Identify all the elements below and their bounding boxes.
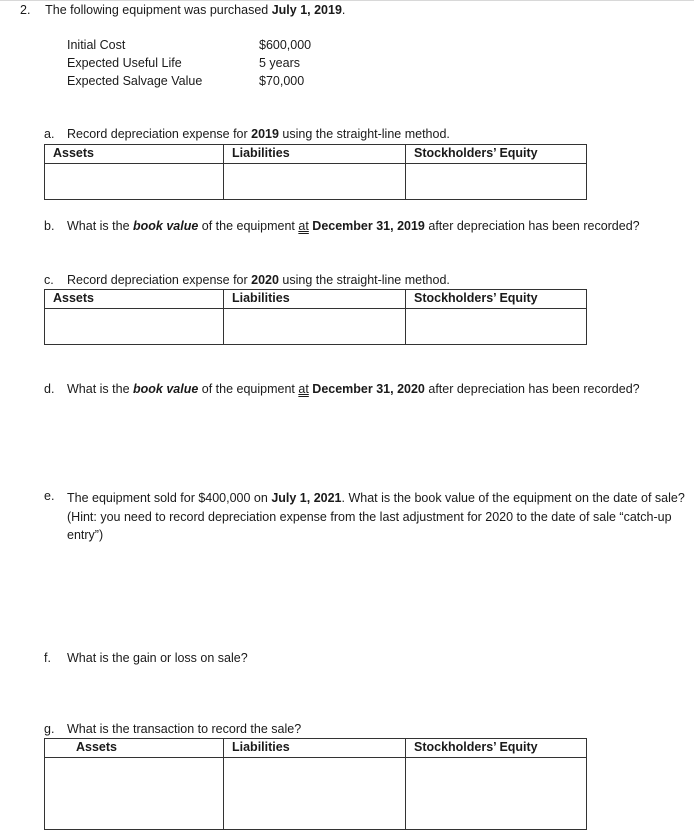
question-header: 2. The following equipment was purchased July 1, 2019. [20,3,346,17]
question-intro: The following equipment was purchased [45,3,272,17]
equity-entry-cell[interactable] [406,309,586,344]
accounting-table-c [44,289,587,345]
part-e-letter: e. [44,489,55,503]
assets-entry-cell[interactable] [45,164,224,199]
header-assets: Assets [45,145,224,163]
table-entry-row [45,164,586,199]
liabilities-entry-cell[interactable] [224,164,406,199]
equity-entry-cell[interactable] [406,758,586,830]
part-b-text: What is the book value of the equipment at December 31, 2019 after depreciation has been recorded? [67,219,640,233]
header-equity: Stockholders’ Equity [414,740,538,754]
part-c-letter: c. [44,273,54,287]
part-d-emphasis: book value [133,382,199,396]
table-entry-row [45,758,586,830]
assets-entry-cell[interactable] [45,309,224,344]
assets-entry-cell[interactable] [45,758,224,830]
header-liabilities: Liabilities [224,145,406,163]
accounting-table-g [44,738,587,830]
table-header-row [45,739,586,758]
fact-value-life: 5 years [259,56,300,70]
liabilities-entry-cell[interactable] [224,758,406,830]
part-b-letter: b. [44,219,55,233]
table-entry-row [45,309,586,344]
fact-label-life: Expected Useful Life [67,56,182,70]
header-assets: Assets [45,739,224,757]
part-f-letter: f. [44,651,51,665]
header-equity: Stockholders’ Equity [414,291,538,305]
liabilities-entry-cell[interactable] [224,309,406,344]
header-liabilities: Liabilities [224,290,406,308]
part-g-text: What is the transaction to record the sale? [67,722,302,736]
part-d-date: December 31, 2020 [312,382,425,396]
part-g-letter: g. [44,722,55,736]
table-header-row [45,145,586,164]
part-b-emphasis: book value [133,219,199,233]
question-number: 2. [20,3,31,17]
fact-value-salvage: $70,000 [259,74,305,88]
header-equity: Stockholders’ Equity [414,146,538,160]
header-liabilities: Liabilities [224,739,406,757]
part-a-letter: a. [44,127,55,141]
header-assets: Assets [45,290,224,308]
equity-entry-cell[interactable] [406,164,586,199]
accounting-table-a [44,144,587,200]
part-f-text: What is the gain or loss on sale? [67,651,248,665]
part-c-year: 2020 [251,273,279,287]
part-d-letter: d. [44,382,55,396]
part-c-text: Record depreciation expense for 2020 using the straight-line method. [67,273,450,287]
table-header-row [45,290,586,309]
part-b-date: December 31, 2019 [312,219,425,233]
part-a-year: 2019 [251,127,279,141]
part-e-text: The equipment sold for $400,000 on July 1, 2021. What is the book value of the equipment on the date of sale? (Hint: you need to record depreciation expense from the last adjustment for 2020 to the date of sale “catch-up entry”) [67,491,685,542]
question-date: July 1, 2019 [271,3,342,17]
part-d-text: What is the book value of the equipment at December 31, 2020 after depreciation has been recorded? [67,382,640,396]
part-e-date: July 1, 2021 [271,491,342,505]
part-a-text: Record depreciation expense for 2019 using the straight-line method. [67,127,450,141]
fact-value-cost: $600,000 [259,38,312,52]
fact-label-salvage: Expected Salvage Value [67,74,203,88]
fact-label-cost: Initial Cost [67,38,126,52]
page-top-rule [0,0,694,1]
